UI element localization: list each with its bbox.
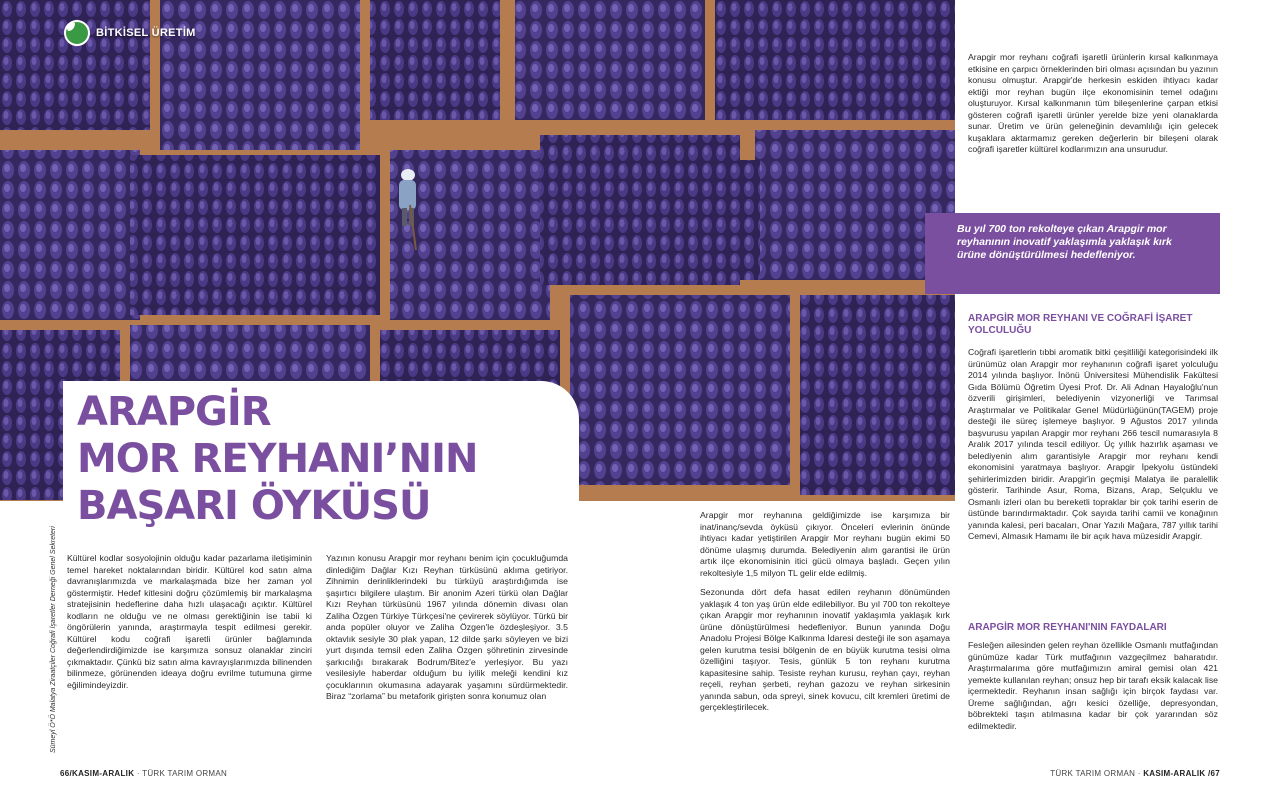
field-plot bbox=[515, 0, 705, 120]
body-column-6 bbox=[968, 640, 1218, 740]
paragraph: Sezonunda dört defa hasat edilen reyhanın dönümünden yaklaşık 4 ton yaş ürün elde edilebiliyor. Bu yıl 700 ton rekolteye çıkan Arapgir mor reyhanının inovatif yaklaşımla yaklaşık kırk ürüne dönüştürülmesi hedefleniyor. Bunun yanında Doğu Anadolu Projesi Bölge Kalkınma İdaresi desteği ile son aşamaya gelen kurutma tesisi bölgenin de en büyük kurutma tesisi olma özelliğini taşıyor. Tesis, günlük 5 ton reyhanı kurutma kapasitesine sahip. Tesiste reyhan kurusu, reyhan çayı, reyhan reçeli, reyhan şerbeti, reyhan gazozu ve reyhan sirkesinin yanında sabun, oda spreyi, sinek kovucu, cilt kremleri üretimi de gerçekleştirilecek. bbox=[700, 587, 950, 712]
field-plot bbox=[800, 295, 955, 495]
field-plot bbox=[720, 160, 760, 280]
author-credit bbox=[48, 526, 59, 753]
body-column-3 bbox=[700, 510, 950, 722]
title-line-1: ARAPGİR bbox=[77, 389, 271, 435]
field-plot bbox=[715, 0, 955, 120]
magazine-name-left: · TÜRK TARIM ORMAN bbox=[136, 769, 228, 778]
footer-left bbox=[60, 769, 227, 778]
body-column-1 bbox=[67, 553, 312, 699]
paragraph: Arapgir mor reyhanı coğrafi işaretli ürünlerin kırsal kalkınmaya etkisine en çarpıcı örneklerinden biri olması açısından bu yazının konusu olmuştur. Arapgir'de herkesin eskiden ihtiyacı kadar ektiği mor reyhan bugün ilçe ekonomisinin temel odağını oluşturuyor. Kırsal kalkınmanın tüm bileşenlerine çarpan etkisi gösteren coğrafi işaretli ürünler yerelde bize yeni olanaklarda sunar. Üretim ve ürün geleneğinin devamlılığı için gelecek kuşaklara aktarmamız gereken değerlerin bir bileşeni olarak coğrafi işaretler kültürel kodlarımızın ana unsurudur. bbox=[968, 52, 1218, 154]
pull-quote-text: Bu yıl 700 ton rekolteye çıkan Arapgir mor reyhanının inovatif yaklaşımla yaklaşık kırk ürüne dönüştürülmesi hedefleniyor. bbox=[957, 223, 1172, 261]
page-number-left: 66/KASIM-ARALIK bbox=[60, 769, 135, 778]
pull-quote bbox=[925, 213, 1220, 294]
field-plot bbox=[540, 135, 740, 285]
paragraph: Coğrafi işaretlerin tıbbi aromatik bitki çeşitliliği kategorisindeki ilk ürünümüz olan Arapgir mor reyhanının coğrafi işaret yolculuğu 2014 yılında başlıyor. İnönü Üniversitesi Mühendislik Fakültesi Gıda Bölümü Öğretim Üyesi Prof. Dr. Ali Adnan Hayaloğlu'nun özverili girişimleri, belediyenin vizyonerliği ve Tarımsal Araştırmalar ve Politikalar Genel Müdürlüğünün(TAGEM) proje desteği ile süreç işlemeye başlıyor. 9 Ağustos 2017 yılında başvurusu yapılan Arapgir mor reyhanı 266 tescil numarasıyla 8 Aralık 2017 yılında tescil ediliyor. Üç yıllık hazırlık aşaması ve belediyenin alım garantisiyle Arapgir mor reyhanı kendi ekonomisini yaratmaya başlıyor. Arapgir İpekyolu üstündeki şehirlerimizden biridir. Arapgir'in geçmişi Malatya ile paralellik gösterir. Tarihinde Asur, Roma, Bizans, Arap, Selçuklu ve Osmanlı izleri olan bu bereketli topraklar bir çok tarihi eserin de üstünde barındırmaktadır. Çok sayıda tarihi camii ve konağının yanında kalesi, peri bacaları, Onar Yazılı Mağara, 787 yıllık tarihi Cemevi, Almasık Hamamı ile bir açık hava müzesidir Arapgir. bbox=[968, 347, 1218, 541]
page-number-right: KASIM-ARALIK /67 bbox=[1143, 769, 1220, 778]
field-plot bbox=[370, 0, 500, 120]
footer-right bbox=[1050, 769, 1220, 778]
subheading-geo-journey: ARAPGİR MOR REYHANI VE COĞRAFİ İŞARET YOLCULUĞU bbox=[968, 313, 1193, 336]
article-title bbox=[63, 381, 579, 544]
title-line-3: BAŞARI ÖYKÜSÜ bbox=[77, 483, 431, 529]
author-credit-text: Sümeyl Ö*Ö Malatya Ziraatçiler Coğrafi İşaretler Derneği Genel Sekreteri bbox=[50, 526, 57, 753]
paragraph: Fesleğen ailesinden gelen reyhan özellikle Osmanlı mutfağından günümüze kadar Türk mutfağının vazgeçilmez baharatıdır. Araştırmalarıma göre mutfağımızın amiral gemisi olan 421 yemekte kullanılan reyhan; onsuz hep bir tarafı eksik kalacak lise içermektedir. Reyhanın insan sağlığı için birçok faydası var. Üreme sağlığından, ağrı kesici özelliğe, depresyondan, böbrekteki taşın atılmasına kadar bir çok yararından söz edilmektedir. bbox=[968, 640, 1218, 731]
leaf-icon bbox=[64, 20, 90, 46]
body-column-4 bbox=[968, 52, 1218, 164]
body-column-2 bbox=[326, 553, 568, 711]
paragraph: Yazının konusu Arapgir mor reyhanı benim için çocukluğumda dinlediğim Dağlar Kızı Reyhan türküsünü aklıma getiriyor. Zihnimin derinliklerindeki bu türküyü araştırdığımda ise şaşırtıcı bilgilere ulaştım. Bir anonim Azeri türkü olan Dağlar Kızı Reyhan türküsünü 1967 yılında dönemin divası olan Zaliha Özgen Türkiye Türkçesi'ne çevirerek söylüyor. Türkü bir anda popüler oluyor ve Zaliha Özgen'le özdeşleşiyor. 3.5 oktavlık sesiyle 30 plak yapan, 12 dilde şarkı söyleyen ve bizi yurt dışında temsil eden Zaliha Özgen şöhretinin zirvesinde şarkıcılığı bırakarak Bodrum/Bitez'e yerleşiyor. Bu yazı vesilesiyle haberdar olduğum bu iyilik meleği kendini kız çocuklarının okumasına adayarak yaşamını sürdürmektedir. Biraz “zorlama” bu metaforik girişten sonra konumuz olan bbox=[326, 553, 568, 701]
subheading-benefits: ARAPGİR MOR REYHANI'NIN FAYDALARI bbox=[968, 622, 1167, 633]
paragraph: Arapgir mor reyhanına geldiğimizde ise karşımıza bir inat/inanç/sevda öyküsü çıkıyor. Önceleri evlerinin önünde ihtiyacı kadar yetiştirilen Arapgir Mor reyhanı bugün ekimi 50 dönüme ulaşmış durumda. Belediyenin alım garantisi ile ürün artık ilçe ekonomisinin itici gücü olmaya başladı. Geçen yılın rekoltesiyle 1,5 milyon TL gelir elde edilmiş. bbox=[700, 510, 950, 578]
section-tag bbox=[64, 20, 196, 46]
field-plot bbox=[130, 155, 380, 315]
field-plot bbox=[570, 295, 790, 485]
body-column-5 bbox=[968, 347, 1218, 551]
section-label: BİTKİSEL ÜRETİM bbox=[96, 27, 196, 39]
magazine-name-right: TÜRK TARIM ORMAN · bbox=[1050, 769, 1141, 778]
title-line-2: MOR REYHANI’NIN bbox=[77, 436, 478, 482]
field-plot bbox=[0, 150, 140, 320]
paragraph: Kültürel kodlar sosyolojinin olduğu kadar pazarlama iletişiminin temel hareket noktalarından biridir. Kültürel kod satın alma davranışlarımızda ve markalaşmada bize her zaman yol göstermiştir. Hedef kitlesini doğru çözümlemiş bir markalaşma stratejisinin hedeflerine daha hızlı ulaşacağı açıktır. Kültürel kodların ne olduğu ve ne olması gerektiğinin ise tabii ki öngörülerin yanında, araştırmayla tespit edilmesi gerekir. Kültürel kodu coğrafi işaretli ürünler bağlamında değerlendirdiğimizde ise karşımıza sonsuz olanaklar zinciri çıkmaktadır. Çünkü biz satın alma kavrayışlarımızda bilinenden bilinmeze, görünenden ideaya doğru evrilme tutumuna girme eğilimindeyizdir. bbox=[67, 553, 312, 690]
